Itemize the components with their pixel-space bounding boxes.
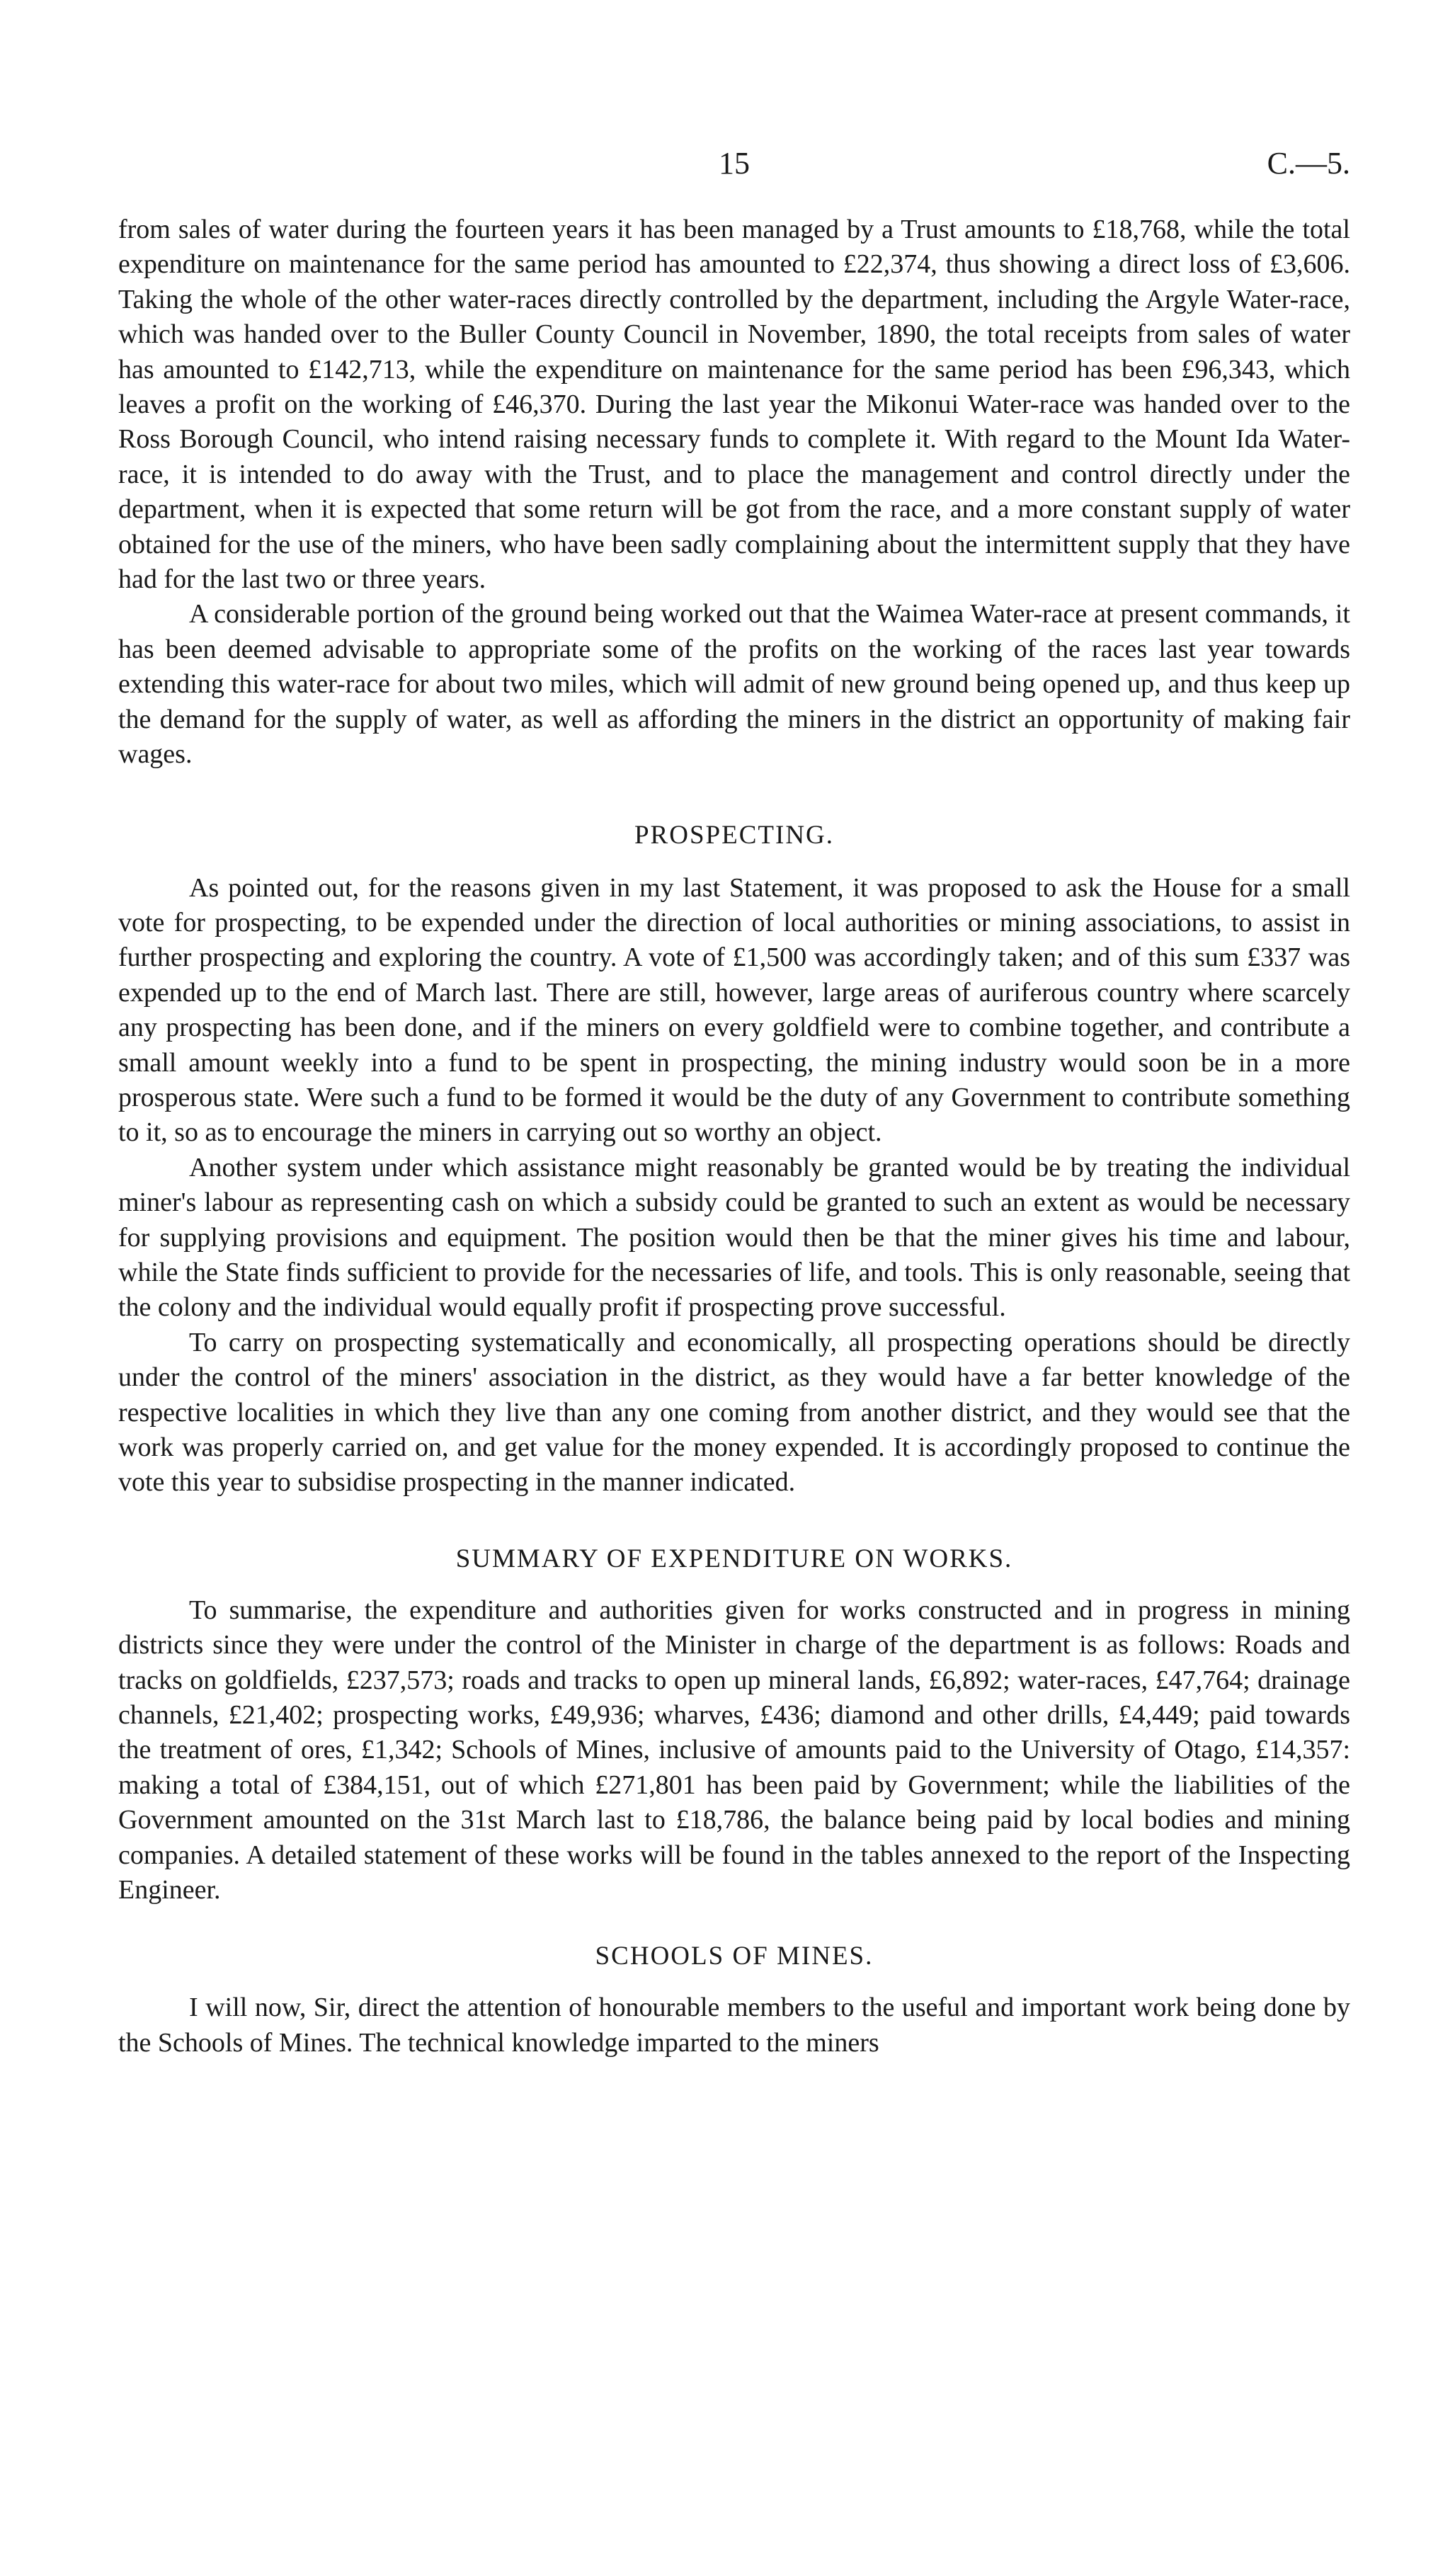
- page-number: 15: [719, 146, 750, 181]
- paragraph-miners-association: To carry on prospecting systematically and economically, all prospecting operations should be directly under the control of the miners' association in the district, as they would have a far better knowledge of the respective localities in which they live than any one coming from another district, and they would see that the work was properly carried on, and get value for the money expended. It is accordingly proposed to continue the vote this year to subsidise prospecting in the manner indicated.: [118, 1327, 1350, 1498]
- document-body: [118, 212, 1350, 2061]
- heading-schools-of-mines: SCHOOLS OF MINES.: [595, 1942, 874, 1971]
- paragraph-waimea: A considerable portion of the ground being worked out that the Waimea Water-race at present commands, it has been deemed advisable to appropriate some of the profits on the working of the races last year towards extending this water-race for about two miles, which will admit of new ground being opened up, and thus keep up the demand for the supply of water, as well as affording the miners in the district an opportunity of making fair wages.: [118, 599, 1350, 770]
- heading-summary-expenditure: SUMMARY OF EXPENDITURE ON WORKS.: [455, 1544, 1013, 1573]
- paragraph-prospecting-vote: As pointed out, for the reasons given in my last Statement, it was proposed to ask the House for a small vote for prospecting, to be expended under the direction of local authorities or mining associations, to assist in further prospecting and exploring the country. A vote of £1,500 was accordingly taken; and of this sum £337 was expended up to the end of March last. There are still, however, large areas of auriferous country where scarcely any prospecting has been done, and if the miners on every goldfield were to combine together, and contribute a small amount weekly into a fund to be spent in prospecting, the mining industry would soon be in a more prosperous state. Were such a fund to be formed it would be the duty of any Government to contribute something to it, so as to encourage the miners in carrying out so worthy an object.: [118, 872, 1350, 1148]
- paragraph-water-races: from sales of water during the fourteen years it has been managed by a Trust amounts to £18,768, while the total expenditure on maintenance for the same period has amounted to £22,374, thus showing a direct loss of £3,606. Taking the whole of the other water-races directly controlled by the department, including the Argyle Water-race, which was handed over to the Buller County Council in November, 1890, the total receipts from sales of water has amounted to £142,713, while the expenditure on maintenance for the same period has been £96,343, which leaves a profit on the working of £46,370. During the last year the Mikonui Water-race was handed over to the Ross Borough Council, who intend raising necessary funds to complete it. With regard to the Mount Ida Water-race, it is intended to do away with the Trust, and to place the management and control directly under the department, when it is expected that some return will be got from the race, and a more constant supply of water obtained for the use of the miners, who have been sadly complaining about the intermittent supply that they have had for the last two or three years.: [118, 215, 1350, 595]
- page-header: [118, 145, 1350, 188]
- document-reference: C.—5.: [1267, 146, 1350, 181]
- paragraph-subsidy-system: Another system under which assistance might reasonably be granted would be by treating the individual miner's labour as representing cash on which a subsidy could be granted to such an extent as would be necessary for supplying provisions and equipment. The position would then be that the miner gives his time and labour, while the State finds sufficient to provide for the necessaries of life, and tools. This is only reasonable, seeing that the colony and the individual would equally profit if prospecting prove successful.: [118, 1152, 1350, 1323]
- heading-prospecting: PROSPECTING.: [634, 820, 835, 850]
- paragraph-expenditure-summary: To summarise, the expenditure and authorities given for works constructed and in progress in mining districts since they were under the control of the Minister in charge of the department is as follows: Roads and tracks on goldfields, £237,573; roads and tracks to open up mineral lands, £6,892; water-races, £47,764; drainage channels, £21,402; prospecting works, £49,936; wharves, £436; diamond and other drills, £4,449; paid towards the treatment of ores, £1,342; Schools of Mines, inclusive of amounts paid to the University of Otago, £14,357: making a total of £384,151, out of which £271,801 has been paid by Government; while the liabilities of the Government amounted on the 31st March last to £18,786, the balance being paid by local bodies and mining companies. A detailed statement of these works will be found in the tables annexed to the report of the Inspecting Engineer.: [118, 1595, 1350, 1905]
- paragraph-schools-of-mines: I will now, Sir, direct the attention of honourable members to the useful and important work being done by the Schools of Mines. The technical knowledge imparted to the miners: [118, 1993, 1350, 2058]
